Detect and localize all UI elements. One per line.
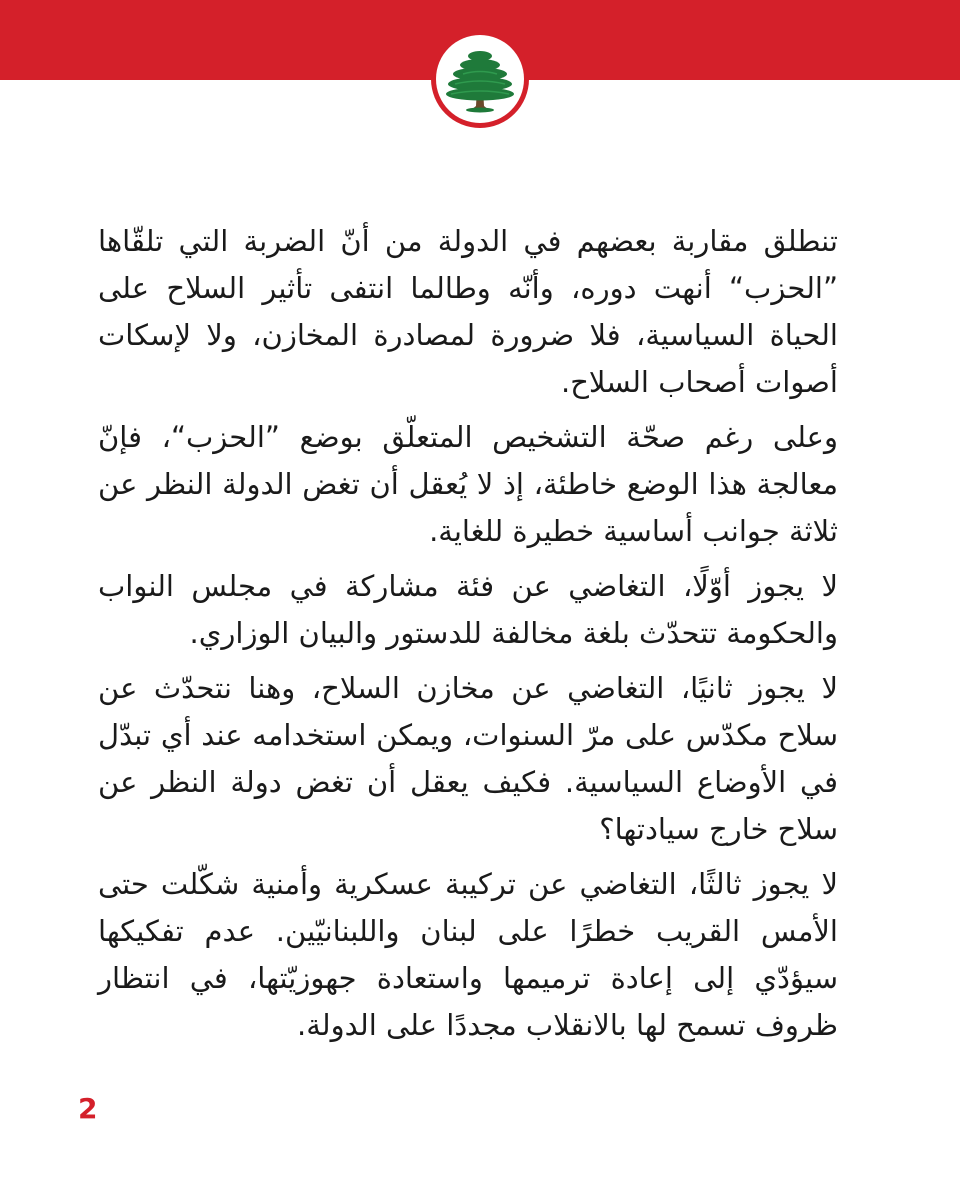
paragraph-5: لا يجوز ثالثًا، التغاضي عن تركيبة عسكرية وأمنية شكّلت حتى الأمس القريب خطرًا على لبنان واللبنانيّين. عدم تفكيكها سيؤدّي إلى إعادة ترميمها واستعادة جهوزيّتها، في انتظار ظروف تسمح لها بالانقلاب مجددًا على الدولة. (98, 867, 838, 1042)
article-body (98, 218, 838, 1057)
page-number: 2 (78, 1092, 98, 1125)
paragraph-2: وعلى رغم صحّة التشخيص المتعلّق بوضع ”الحزب“، فإنّ معالجة هذا الوضع خاطئة، إذ لا يُعقل أن تغض الدولة النظر عن ثلاثة جوانب أساسية خطيرة للغاية. (98, 420, 838, 548)
paragraph-3: لا يجوز أوّلًا، التغاضي عن فئة مشاركة في مجلس النواب والحكومة تتحدّث بلغة مخالفة للدستور والبيان الوزاري. (98, 569, 838, 650)
paragraph-4: لا يجوز ثانيًا، التغاضي عن مخازن السلاح، وهنا نتحدّث عن سلاح مكدّس على مرّ السنوات، ويمكن استخدامه عند أي تبدّل في الأوضاع السياسية. فكيف يعقل أن تغض دولة النظر عن سلاح خارج سيادتها؟ (98, 671, 838, 846)
cedar-logo (429, 28, 531, 130)
cedar-tree-icon (429, 28, 531, 130)
paragraph-1: تنطلق مقاربة بعضهم في الدولة من أنّ الضربة التي تلقّاها ”الحزب“ أنهت دوره، وأنّه وطالما انتفى تأثير السلاح على الحياة السياسية، فلا ضرورة لمصادرة المخازن، ولا لإسكات أصوات أصحاب السلاح. (98, 224, 838, 399)
